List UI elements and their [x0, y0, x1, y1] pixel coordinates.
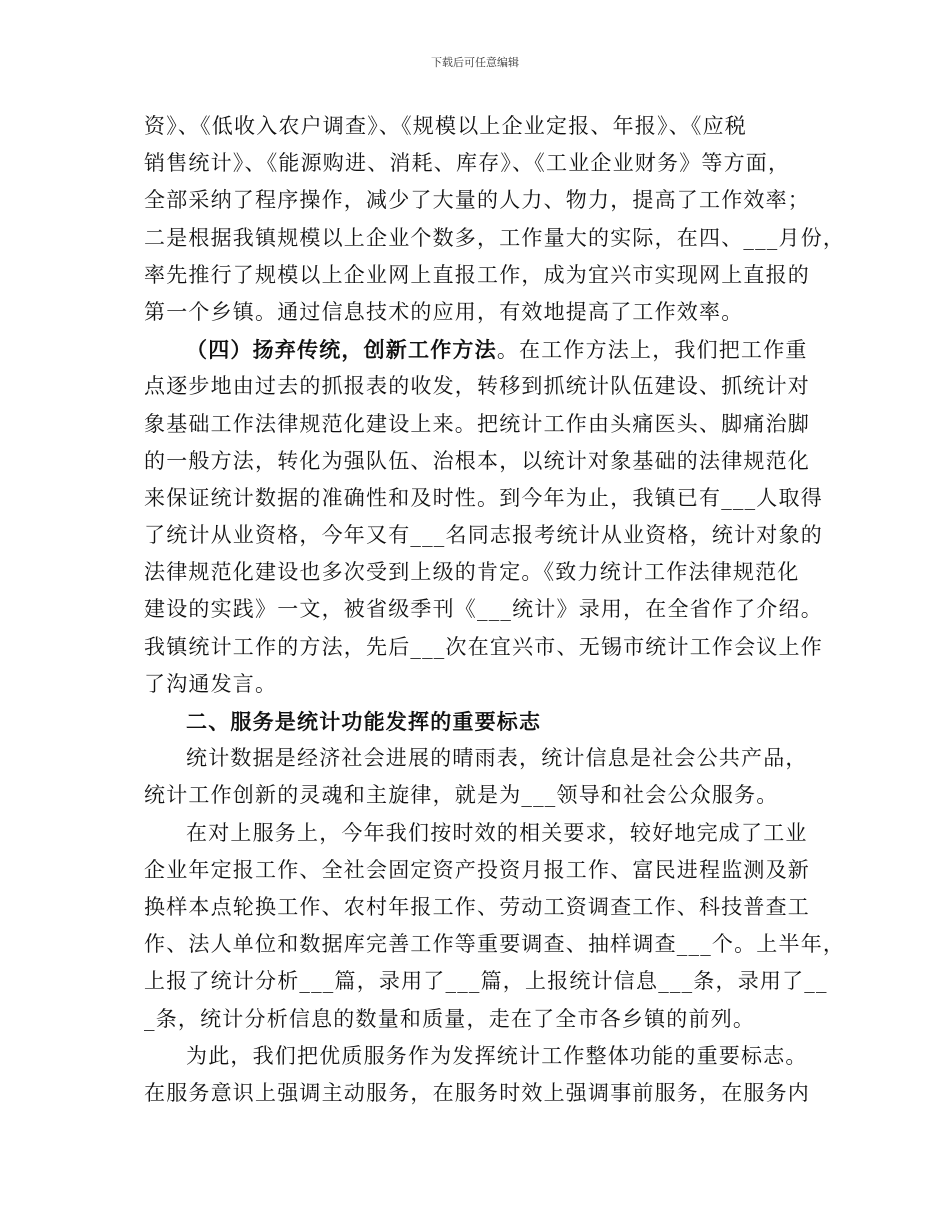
paragraph-line: 统计工作创新的灵魂和主旋律，就是为___领导和社会公众服务。: [144, 783, 779, 808]
paragraph-line: 资》、《低收入农户调查》、《规模以上企业定报、年报》、《应税: [144, 114, 747, 138]
paragraph-line: 建设的实践》一文，被省级季刊《___统计》录用，在全省作了介绍。: [144, 597, 823, 622]
section-four-text: 。在工作方法上，我们把工作重: [496, 338, 808, 363]
section-two-heading: 二、服务是统计功能发挥的重要标志: [186, 709, 542, 734]
paragraph-line: 销售统计》、《能源购进、消耗、库存》、《工业企业财务》等方面，: [144, 151, 791, 176]
paragraph-line: 的一般方法，转化为强队伍、治根本，以统计对象基础的法律规范化: [144, 448, 810, 473]
paragraph-line: 点逐步地由过去的抓报表的收发，转移到抓统计队伍建设、抓统计对: [144, 374, 810, 399]
paragraph-line: 在服务意识上强调主动服务，在服务时效上强调事前服务，在服务内: [144, 1080, 810, 1105]
page-header: 下载后可任意编辑: [431, 56, 519, 69]
section-four-heading: （四）扬弃传统，创新工作方法: [186, 337, 497, 363]
paragraph-line: 全部采纳了程序操作，减少了大量的人力、物力，提高了工作效率；: [144, 188, 810, 213]
paragraph-line: 在对上服务上，今年我们按时效的相关要求，较好地完成了工业: [186, 820, 808, 845]
paragraph-line: 第一个乡镇。通过信息技术的应用，有效地提高了工作效率。: [144, 299, 744, 324]
paragraph-line: 换样本点轮换工作、农村年报工作、劳动工资调查工作、科技普查工: [144, 894, 810, 919]
paragraph-line: _条，统计分析信息的数量和质量，走在了全市各乡镇的前列。: [144, 1006, 756, 1031]
paragraph-line: 作、法人单位和数据库完善工作等重要调查、抽样调查___个。上半年，: [144, 932, 846, 957]
paragraph-line: 象基础工作法律规范化建设上来。把统计工作由头痛医头、脚痛治脚: [144, 411, 810, 436]
paragraph-line: 二是根据我镇规模以上企业个数多，工作量大的实际，在四、___月份，: [144, 225, 846, 250]
paragraph-line: 企业年定报工作、全社会固定资产投资月报工作、富民进程监测及新: [144, 857, 810, 882]
paragraph-line: 了沟通发言。: [144, 671, 278, 696]
paragraph-line: 为此，我们把优质服务作为发挥统计工作整体功能的重要标志。: [186, 1043, 808, 1068]
document-body: [144, 108, 846, 1112]
paragraph-line: 我镇统计工作的方法，先后___次在宜兴市、无锡市统计工作会议上作: [144, 634, 823, 659]
paragraph-line: 上报了统计分析___篇，录用了___篇，上报统计信息___条，录用了__: [144, 969, 828, 994]
paragraph-line: 来保证统计数据的准确性和及时性。到今年为止，我镇已有___人取得: [144, 485, 823, 510]
section-four-first-line: [144, 331, 808, 368]
paragraph-line: 法律规范化建设也多次受到上级的肯定。《致力统计工作法律规范化: [144, 560, 800, 585]
paragraph-line: 率先推行了规模以上企业网上直报工作，成为宜兴市实现网上直报的: [144, 262, 810, 287]
paragraph-line: 了统计从业资格，今年又有___名同志报考统计从业资格，统计对象的: [144, 523, 823, 548]
paragraph-line: 统计数据是经济社会进展的晴雨表，统计信息是社会公共产品，: [186, 746, 808, 771]
